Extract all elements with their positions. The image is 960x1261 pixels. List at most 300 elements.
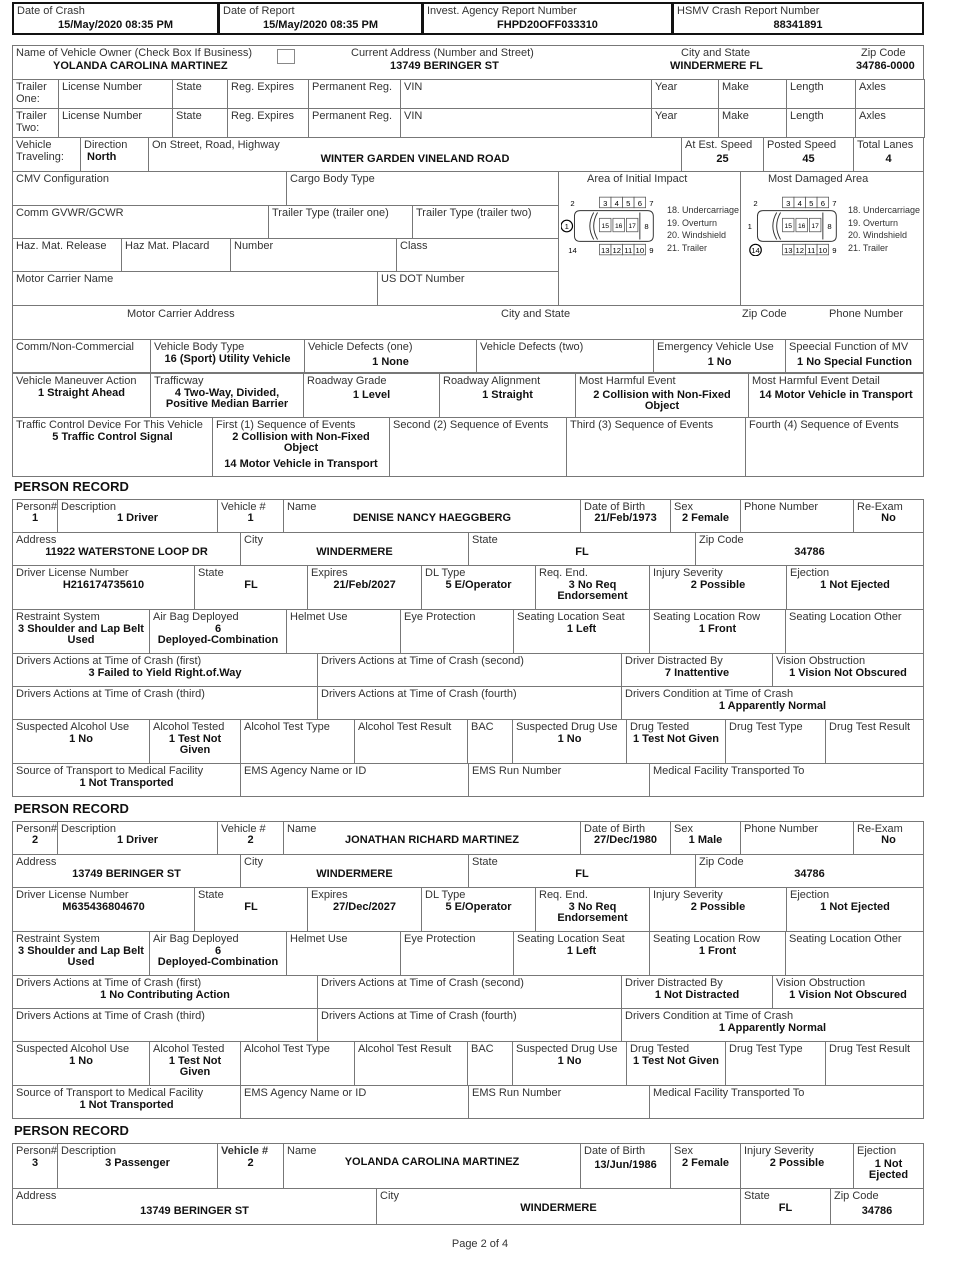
injury-severity — [740, 1143, 854, 1189]
vehicle-body-type — [150, 339, 305, 373]
legend-item: 20. Windshield — [667, 230, 727, 240]
special-function — [785, 339, 924, 373]
initial-impact-zone-14: 14 — [568, 245, 577, 255]
agency-report-number-label: Invest. Agency Report Number — [427, 5, 577, 17]
trailer-two-label — [12, 108, 59, 138]
carrier-address-label: Zip Code — [742, 308, 787, 320]
suspected-alcohol-use-value: 1 No — [69, 1055, 93, 1067]
seating-location-row-value: 1 Front — [698, 945, 737, 957]
sex-label: Sex — [674, 501, 693, 513]
alcohol-tested-value-2: Given — [179, 744, 211, 756]
damaged-area-zone-8: 8 — [827, 221, 832, 231]
reexam-label: Re-Exam — [857, 501, 903, 513]
owner-label: City and State — [681, 47, 751, 59]
restraint-system — [12, 609, 150, 654]
crash-date — [12, 2, 219, 35]
alcohol-test-result-label: Alcohol Test Result — [358, 1043, 452, 1055]
air-bag-deployed-value: 6 — [214, 945, 222, 957]
special-function-value: 1 No Special Function — [797, 356, 912, 368]
restraint-system-value-2: Used — [67, 956, 95, 968]
vehicle-number-value: 2 — [247, 834, 254, 846]
name-label: Name — [287, 823, 317, 835]
state-value: FL — [778, 1202, 793, 1214]
trailer-one-state — [172, 79, 228, 109]
suspected-alcohol-use — [12, 1041, 150, 1086]
address-value: 13749 BERINGER ST — [72, 868, 181, 880]
city-value: WINDERMERE — [520, 1202, 597, 1214]
vehicle-defects-one-value: 1 None — [372, 356, 409, 368]
ems-run-number — [468, 1085, 650, 1119]
description-value: 1 Driver — [117, 512, 158, 524]
person-number-label: Person# — [16, 501, 57, 513]
owner-zip: 34786-0000 — [856, 60, 915, 72]
dl-type — [421, 565, 536, 610]
most-harmful-event-value: 2 Collision with Non-Fixed — [593, 389, 731, 401]
third-sequence-label: Third (3) Sequence of Events — [570, 419, 714, 431]
ems-agency — [240, 1085, 469, 1119]
air-bag-deployed-label: Air Bag Deployed — [153, 611, 239, 623]
initial-impact-zone-8: 8 — [644, 221, 649, 231]
vision-obstruction-value: 1 Vision Not Obscured — [789, 989, 907, 1001]
trailer-one-make-label: Make — [722, 81, 749, 93]
business-checkbox[interactable] — [277, 49, 295, 64]
maneuver-action-value: 1 Straight Ahead — [38, 387, 125, 399]
person-record-heading: PERSON RECORD — [14, 479, 129, 494]
drug-tested-label: Drug Tested — [630, 721, 690, 733]
phone-number — [740, 821, 854, 855]
ejection-label: Ejection — [790, 889, 830, 901]
trailer-one-length-label: Length — [790, 81, 824, 93]
trailer-two-license-label: License Number — [62, 110, 143, 122]
zip-code — [695, 532, 924, 566]
initial-impact-zone-5: 5 — [626, 198, 631, 208]
trailer-two-perm-reg-label: Permanent Reg. — [312, 110, 393, 122]
eye-protection-label: Eye Protection — [404, 611, 476, 623]
zip-code-label: Zip Code — [699, 856, 744, 868]
vehicle-traveling-label: Vehicle Traveling: — [16, 139, 64, 163]
address — [12, 854, 241, 888]
ems-agency-label: EMS Agency Name or ID — [244, 1087, 367, 1099]
drug-tested-label: Drug Tested — [630, 1043, 690, 1055]
state — [740, 1188, 831, 1225]
suspected-alcohol-use-value: 1 No — [69, 733, 93, 745]
driver-license-number-value: M635436804670 — [62, 901, 145, 913]
owner-label: Zip Code — [861, 47, 906, 59]
reexam — [853, 821, 924, 855]
trailer-one-year — [651, 79, 719, 109]
drug-tested-value: 1 Test Not Given — [633, 733, 719, 745]
vehicle-number — [217, 499, 284, 533]
ejection — [786, 887, 924, 932]
bac — [467, 1041, 513, 1086]
initial-impact-zone-11: 11 — [624, 245, 633, 255]
initial-impact-zone-13: 13 — [600, 245, 610, 255]
sex-label: Sex — [674, 1145, 693, 1157]
date-of-birth — [580, 1143, 671, 1189]
phone-number — [740, 499, 854, 533]
state-label: State — [472, 534, 498, 546]
drivers-condition — [621, 686, 924, 720]
drivers-actions-first-label: Drivers Actions at Time of Crash (first) — [16, 655, 202, 667]
state — [468, 854, 696, 888]
description — [57, 499, 218, 533]
posted-speed-label: Posted Speed — [767, 139, 837, 151]
most-harmful-event-value-2: Object — [644, 400, 680, 412]
alcohol-test-result-label: Alcohol Test Result — [358, 721, 452, 733]
road-value: WINTER GARDEN VINELAND ROAD — [320, 153, 510, 165]
trailer-two-length-label: Length — [790, 110, 824, 122]
dl-expires-label: Expires — [311, 567, 348, 579]
reexam-value: No — [881, 512, 896, 524]
req-end-value-2: Endorsement — [557, 912, 628, 924]
initial-impact-zone-16: 16 — [614, 222, 623, 230]
drivers-actions-first — [12, 975, 318, 1009]
transport-source — [12, 763, 241, 797]
alcohol-tested-value: 1 Test Not — [168, 733, 222, 745]
est-speed — [681, 137, 764, 172]
description-label: Description — [61, 501, 117, 513]
damaged-area-diagram — [744, 196, 844, 256]
date-of-birth-label: Date of Birth — [584, 501, 646, 513]
damaged-area-zone-17: 17 — [811, 222, 819, 230]
carrier-address-label: Motor Carrier Address — [127, 308, 235, 320]
drug-test-type — [725, 1041, 826, 1086]
ems-agency-label: EMS Agency Name or ID — [244, 765, 367, 777]
vision-obstruction-label: Vision Obstruction — [776, 977, 866, 989]
damaged-area-zone-3: 3 — [786, 198, 791, 208]
seating-location-seat-value: 1 Left — [566, 945, 597, 957]
initial-impact-zone-6: 6 — [637, 198, 642, 208]
driver-license-number-label: Driver License Number — [16, 889, 129, 901]
comm-non-commercial-label: Comm/Non-Commercial — [16, 341, 134, 353]
reexam-label: Re-Exam — [857, 823, 903, 835]
owner-city: WINDERMERE FL — [670, 60, 763, 72]
vision-obstruction-label: Vision Obstruction — [776, 655, 866, 667]
dl-state-label: State — [198, 567, 224, 579]
injury-severity-label: Injury Severity — [653, 889, 723, 901]
legend-item: 18. Undercarriage — [848, 205, 921, 215]
trailer-two-label-label: Trailer Two: — [16, 110, 47, 134]
damaged-area-zone-6: 6 — [820, 198, 825, 208]
seating-location-seat-value: 1 Left — [566, 623, 597, 635]
trailer-type-two — [412, 205, 559, 239]
zip-code-value: 34786 — [794, 546, 825, 558]
cargo-body — [286, 171, 559, 206]
req-end-value: 3 No Req — [568, 901, 617, 913]
carrier-address-label: City and State — [501, 308, 571, 320]
us-dot-number-label: US DOT Number — [381, 273, 465, 285]
roadway-alignment-label: Roadway Alignment — [443, 375, 541, 387]
date-of-birth-value: 21/Feb/1973 — [594, 512, 657, 524]
person-number — [12, 499, 58, 533]
trafficway-value: 4 Two-Way, Divided, — [174, 387, 280, 399]
req-end-label: Req. End. — [539, 567, 588, 579]
air-bag-deployed-value-2: Deployed-Combination — [157, 634, 279, 646]
drivers-actions-second — [317, 975, 622, 1009]
trailer-one-state-label: State — [176, 81, 202, 93]
hsmv-report-number-label: HSMV Crash Report Number — [677, 5, 820, 17]
seating-location-row — [649, 931, 786, 976]
vehicle-body-type-label: Vehicle Body Type — [154, 341, 245, 353]
dl-state — [194, 565, 308, 610]
vehicle-defects-one — [304, 339, 477, 373]
dl-type-label: DL Type — [425, 567, 466, 579]
trailer-two-year — [651, 108, 719, 138]
vehicle-defects-one-label: Vehicle Defects (one) — [308, 341, 413, 353]
seating-location-seat-label: Seating Location Seat — [517, 933, 625, 945]
ems-agency — [240, 763, 469, 797]
date-of-birth-value: 27/Dec/1980 — [594, 834, 657, 846]
alcohol-test-type — [240, 719, 355, 764]
dl-type-value: 5 E/Operator — [445, 901, 512, 913]
vehicle-number — [217, 1143, 284, 1189]
trailer-one-axles — [855, 79, 925, 109]
legend-item: 21. Trailer — [848, 242, 889, 253]
req-end — [535, 565, 650, 610]
air-bag-deployed-value: 6 — [214, 623, 222, 635]
trailer-two-reg-exp-label: Reg. Expires — [231, 110, 294, 122]
initial-impact-zone-9: 9 — [649, 245, 654, 255]
seating-location-other — [785, 931, 924, 976]
haz-release-label: Haz. Mat. Release — [16, 240, 107, 252]
phone-number-label: Phone Number — [744, 501, 818, 513]
req-end-value: 3 No Req — [568, 579, 617, 591]
date-of-birth-value: 13/Jun/1986 — [594, 1159, 657, 1171]
roadway-grade — [303, 373, 440, 418]
trailer-two-state — [172, 108, 228, 138]
damaged-area-zone-15: 15 — [784, 222, 792, 230]
alcohol-test-result — [354, 1041, 468, 1086]
trafficway-value-2: Positive Median Barrier — [165, 398, 289, 410]
alcohol-tested — [149, 719, 241, 764]
city-label: City — [244, 534, 263, 546]
most-harmful-event — [575, 373, 749, 418]
trailer-two-state-label: State — [176, 110, 202, 122]
city-label: City — [244, 856, 263, 868]
bac-label: BAC — [471, 721, 494, 733]
legend-item: 19. Overturn — [667, 217, 718, 228]
gvwr-label: Comm GVWR/GCWR — [16, 207, 124, 219]
ejection-label: Ejection — [790, 567, 830, 579]
first-sequence-value: 2 Collision with Non-Fixed — [232, 431, 370, 443]
drivers-actions-third — [12, 1008, 318, 1042]
damaged-area-zone-16: 16 — [797, 222, 806, 230]
third-sequence — [566, 417, 746, 477]
damaged-area-zone-11: 11 — [807, 245, 816, 255]
cmv-config — [12, 171, 287, 206]
initial-impact-zone-2: 2 — [570, 198, 575, 208]
trailer-two-axles-label: Axles — [859, 110, 886, 122]
ems-run-number-label: EMS Run Number — [472, 1087, 562, 1099]
drug-test-result-label: Drug Test Result — [829, 1043, 911, 1055]
transport-source-label: Source of Transport to Medical Facility — [16, 1087, 204, 1099]
trailer-two-license — [58, 108, 173, 138]
vehicle-defects-two-label: Vehicle Defects (two) — [480, 341, 584, 353]
owner-label: Name of Vehicle Owner (Check Box If Business) — [16, 47, 252, 59]
air-bag-deployed — [149, 931, 287, 976]
drug-test-result — [825, 1041, 924, 1086]
alcohol-tested — [149, 1041, 241, 1086]
driver-license-number — [12, 565, 195, 610]
drivers-actions-second — [317, 653, 622, 687]
direction-label: Direction — [84, 139, 128, 151]
owner-label: Current Address (Number and Street) — [351, 47, 534, 59]
gvwr — [12, 205, 269, 239]
alcohol-tested-value-2: Given — [179, 1066, 211, 1078]
damaged-area-zone-5: 5 — [809, 198, 814, 208]
legend-item: 21. Trailer — [667, 242, 708, 253]
name-value: DENISE NANCY HAEGGBERG — [352, 512, 512, 524]
restraint-system-value: 3 Shoulder and Lap Belt — [18, 623, 144, 635]
person-number — [12, 821, 58, 855]
trailer-one-axles-label: Axles — [859, 81, 886, 93]
initial-impact-zone-1: 1 — [564, 221, 569, 231]
owner-row — [12, 45, 924, 80]
total-lanes-label: Total Lanes — [857, 139, 914, 151]
trailer-two-axles — [855, 108, 925, 138]
person-number-label: Person# — [16, 1145, 57, 1157]
vehicle-number-value: 1 — [247, 512, 254, 524]
trailer-one-length — [786, 79, 856, 109]
ems-run-number — [468, 763, 650, 797]
drivers-actions-second-label: Drivers Actions at Time of Crash (second) — [321, 977, 524, 989]
trailer-two-perm-reg — [308, 108, 401, 138]
traffic-control-device — [12, 417, 213, 477]
posted-speed — [763, 137, 854, 172]
helmet-use — [286, 931, 401, 976]
alcohol-test-result — [354, 719, 468, 764]
description-value: 1 Driver — [117, 834, 158, 846]
damaged-area-zone-12: 12 — [795, 245, 805, 255]
trailer-one-year-label: Year — [655, 81, 678, 93]
alcohol-tested-label: Alcohol Tested — [153, 721, 225, 733]
alcohol-tested-value: 1 Test Not — [168, 1055, 222, 1067]
most-harmful-event-detail-value: 14 Motor Vehicle in Transport — [759, 389, 913, 401]
direction-value: North — [87, 151, 117, 163]
state-label: State — [472, 856, 498, 868]
transport-source-value: 1 Not Transported — [79, 1099, 174, 1111]
vehicle-defects-two — [476, 339, 654, 373]
drivers-condition — [621, 1008, 924, 1042]
restraint-system — [12, 931, 150, 976]
damaged-legend — [848, 204, 920, 254]
road-label: On Street, Road, Highway — [152, 139, 280, 151]
description-label: Description — [61, 823, 117, 835]
vision-obstruction-value: 1 Vision Not Obscured — [789, 667, 907, 679]
owner-name: YOLANDA CAROLINA MARTINEZ — [53, 60, 228, 72]
suspected-drug-use — [512, 719, 627, 764]
reexam-value: No — [881, 834, 896, 846]
suspected-drug-use-value: 1 No — [557, 1055, 582, 1067]
eye-protection — [400, 609, 514, 654]
vehicle-number-label: Vehicle # — [221, 823, 266, 835]
air-bag-deployed-label: Air Bag Deployed — [153, 933, 239, 945]
person-record-heading: PERSON RECORD — [14, 1123, 129, 1138]
damaged-area-zone-7: 7 — [832, 198, 837, 208]
name-label: Name — [287, 1145, 317, 1157]
injury-severity — [649, 565, 787, 610]
most-harmful-event-detail-label: Most Harmful Event Detail — [752, 375, 880, 387]
ejection-value: 1 Not Ejected — [820, 901, 890, 913]
driver-license-number-label: Driver License Number — [16, 567, 129, 579]
dl-state — [194, 887, 308, 932]
description — [57, 1143, 218, 1189]
special-function-label: Speecial Function of MV — [789, 341, 909, 353]
drug-test-type-label: Drug Test Type — [729, 1043, 803, 1055]
seating-location-seat — [513, 931, 650, 976]
crash-date-value: 15/May/2020 08:35 PM — [58, 19, 173, 31]
first-sequence — [212, 417, 390, 477]
drivers-actions-first-label: Drivers Actions at Time of Crash (first) — [16, 977, 202, 989]
seating-location-row-value: 1 Front — [698, 623, 737, 635]
ejection-value-2: Ejected — [868, 1169, 909, 1181]
haz-placard — [121, 238, 231, 272]
date-of-birth — [580, 499, 671, 533]
sex — [670, 821, 741, 855]
req-end — [535, 887, 650, 932]
roadway-alignment-value: 1 Straight — [482, 389, 533, 401]
est-speed-value: 25 — [716, 153, 729, 165]
state-value: FL — [575, 868, 589, 880]
driver-license-number — [12, 887, 195, 932]
vision-obstruction — [772, 975, 924, 1009]
most-harmful-event-label: Most Harmful Event — [579, 375, 676, 387]
dl-expires — [307, 565, 422, 610]
city — [240, 854, 469, 888]
maneuver-action-label: Vehicle Maneuver Action — [16, 375, 137, 387]
drivers-actions-fourth-label: Drivers Actions at Time of Crash (fourth) — [321, 688, 517, 700]
legend-item: 19. Overturn — [848, 217, 899, 228]
seating-location-other-label: Seating Location Other — [789, 933, 902, 945]
air-bag-deployed — [149, 609, 287, 654]
hsmv-report-number-value: 88341891 — [773, 19, 823, 31]
vehicle-number-label: Vehicle # — [221, 501, 266, 513]
damaged-area-zone-13: 13 — [783, 245, 793, 255]
dl-state-value: FL — [244, 901, 258, 913]
drivers-condition-value: 1 Apparently Normal — [718, 700, 827, 712]
haz-number-label: Number — [234, 240, 274, 252]
drug-tested-value: 1 Test Not Given — [633, 1055, 719, 1067]
drivers-condition-value: 1 Apparently Normal — [718, 1022, 827, 1034]
drivers-actions-fourth-label: Drivers Actions at Time of Crash (fourth) — [321, 1010, 517, 1022]
motor-carrier-name-label: Motor Carrier Name — [16, 273, 114, 285]
trailer-one-vin-label: VIN — [404, 81, 423, 93]
roadway-grade-label: Roadway Grade — [307, 375, 387, 387]
driver-distracted-by — [621, 653, 773, 687]
dl-state-label: State — [198, 889, 224, 901]
first-sequence-value-2: Object — [283, 442, 319, 454]
posted-speed-value: 45 — [802, 153, 815, 165]
trailer-one-label — [12, 79, 59, 109]
damaged-area-zone-2: 2 — [753, 198, 758, 208]
sex-label: Sex — [674, 823, 693, 835]
trailer-one-perm-reg — [308, 79, 401, 109]
most-harmful-event-detail — [748, 373, 924, 418]
dl-expires-label: Expires — [311, 889, 348, 901]
person-record-heading: PERSON RECORD — [14, 801, 129, 816]
sex-value: 2 Female — [681, 512, 730, 524]
description — [57, 821, 218, 855]
est-speed-label: At Est. Speed — [685, 139, 753, 151]
seating-location-row-label: Seating Location Row — [653, 611, 761, 623]
dl-type — [421, 887, 536, 932]
injury-severity-label: Injury Severity — [653, 567, 723, 579]
trailer-two-vin-label: VIN — [404, 110, 423, 122]
legend-item: 20. Windshield — [848, 230, 908, 240]
trailer-type-two-label: Trailer Type (trailer two) — [416, 207, 532, 219]
helmet-use — [286, 609, 401, 654]
vehicle-number — [217, 821, 284, 855]
